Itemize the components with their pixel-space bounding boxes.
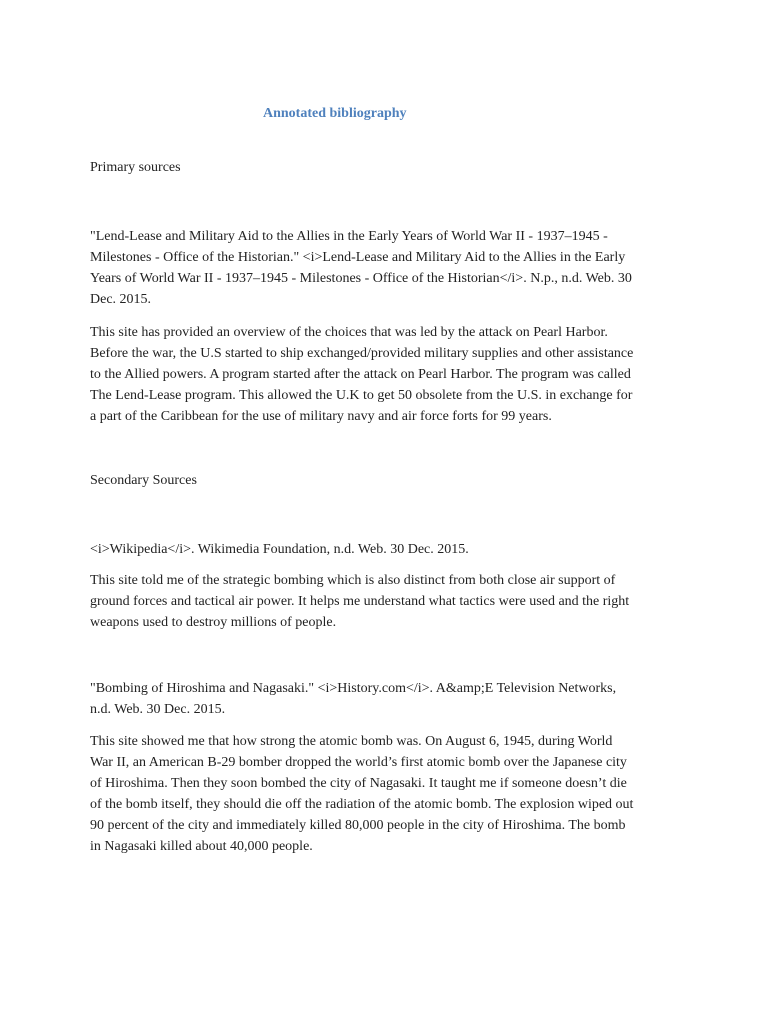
entry2-citation <box>90 539 682 560</box>
annotation-line: War II, an American B-29 bomber dropped the world’s first atomic bomb over the Japanese city <box>90 755 627 770</box>
citation-line: "Bombing of Hiroshima and Nagasaki." <i>History.com</i>. A&amp;E Television Networks, <box>90 681 617 696</box>
citation-line: Years of World War II - 1937–1945 - Milestones - Office of the Historian</i>. N.p., n.d. Web. 30 <box>90 271 632 286</box>
citation-line: Dec. 2015. <box>90 292 152 307</box>
citation-line: Milestones - Office of the Historian." <i>Lend-Lease and Military Aid to the Allies in the Early <box>90 250 626 265</box>
document-title: Annotated bibliography <box>263 106 407 121</box>
annotation-line: 90 percent of the city and immediately killed 80,000 people in the city of Hiroshima. The bomb <box>90 818 626 833</box>
annotation-line: This site showed me that how strong the atomic bomb was. On August 6, 1945, during World <box>90 734 613 749</box>
citation-line: "Lend-Lease and Military Aid to the Allies in the Early Years of World War II - 1937–1945 - <box>90 229 608 244</box>
secondary-sources-heading: Secondary Sources <box>90 473 197 488</box>
citation-line: <i>Wikipedia</i>. Wikimedia Foundation, n.d. Web. 30 Dec. 2015. <box>90 542 469 557</box>
annotation-line: weapons used to destroy millions of people. <box>90 615 337 630</box>
annotation-line: Before the war, the U.S started to ship exchanged/provided military supplies and other assistance <box>90 346 634 361</box>
entry1-citation <box>90 226 682 310</box>
primary-sources-heading: Primary sources <box>90 160 181 175</box>
entry1-annotation <box>90 322 682 427</box>
annotation-line: This site told me of the strategic bombing which is also distinct from both close air support of <box>90 573 616 588</box>
annotation-line: This site has provided an overview of the choices that was led by the attack on Pearl Harbor. <box>90 325 608 340</box>
annotation-line: to the Allied powers. A program started after the attack on Pearl Harbor. The program was called <box>90 367 631 382</box>
annotation-line: ground forces and tactical air power. It helps me understand what tactics were used and the right <box>90 594 630 609</box>
citation-line: n.d. Web. 30 Dec. 2015. <box>90 702 226 717</box>
entry3-citation <box>90 678 682 720</box>
annotation-line: in Nagasaki killed about 40,000 people. <box>90 839 313 854</box>
annotation-line: The Lend-Lease program. This allowed the U.K to get 50 obsolete from the U.S. in exchange for <box>90 388 633 403</box>
annotation-line: of Hiroshima. Then they soon bombed the city of Nagasaki. It taught me if someone doesn’t die <box>90 776 627 791</box>
annotation-line: a part of the Caribbean for the use of military navy and air force forts for 99 years. <box>90 409 552 424</box>
entry3-annotation <box>90 731 682 857</box>
entry2-annotation <box>90 570 682 633</box>
annotation-line: of the bomb itself, they should die off the radiation of the atomic bomb. The explosion wiped out <box>90 797 634 812</box>
